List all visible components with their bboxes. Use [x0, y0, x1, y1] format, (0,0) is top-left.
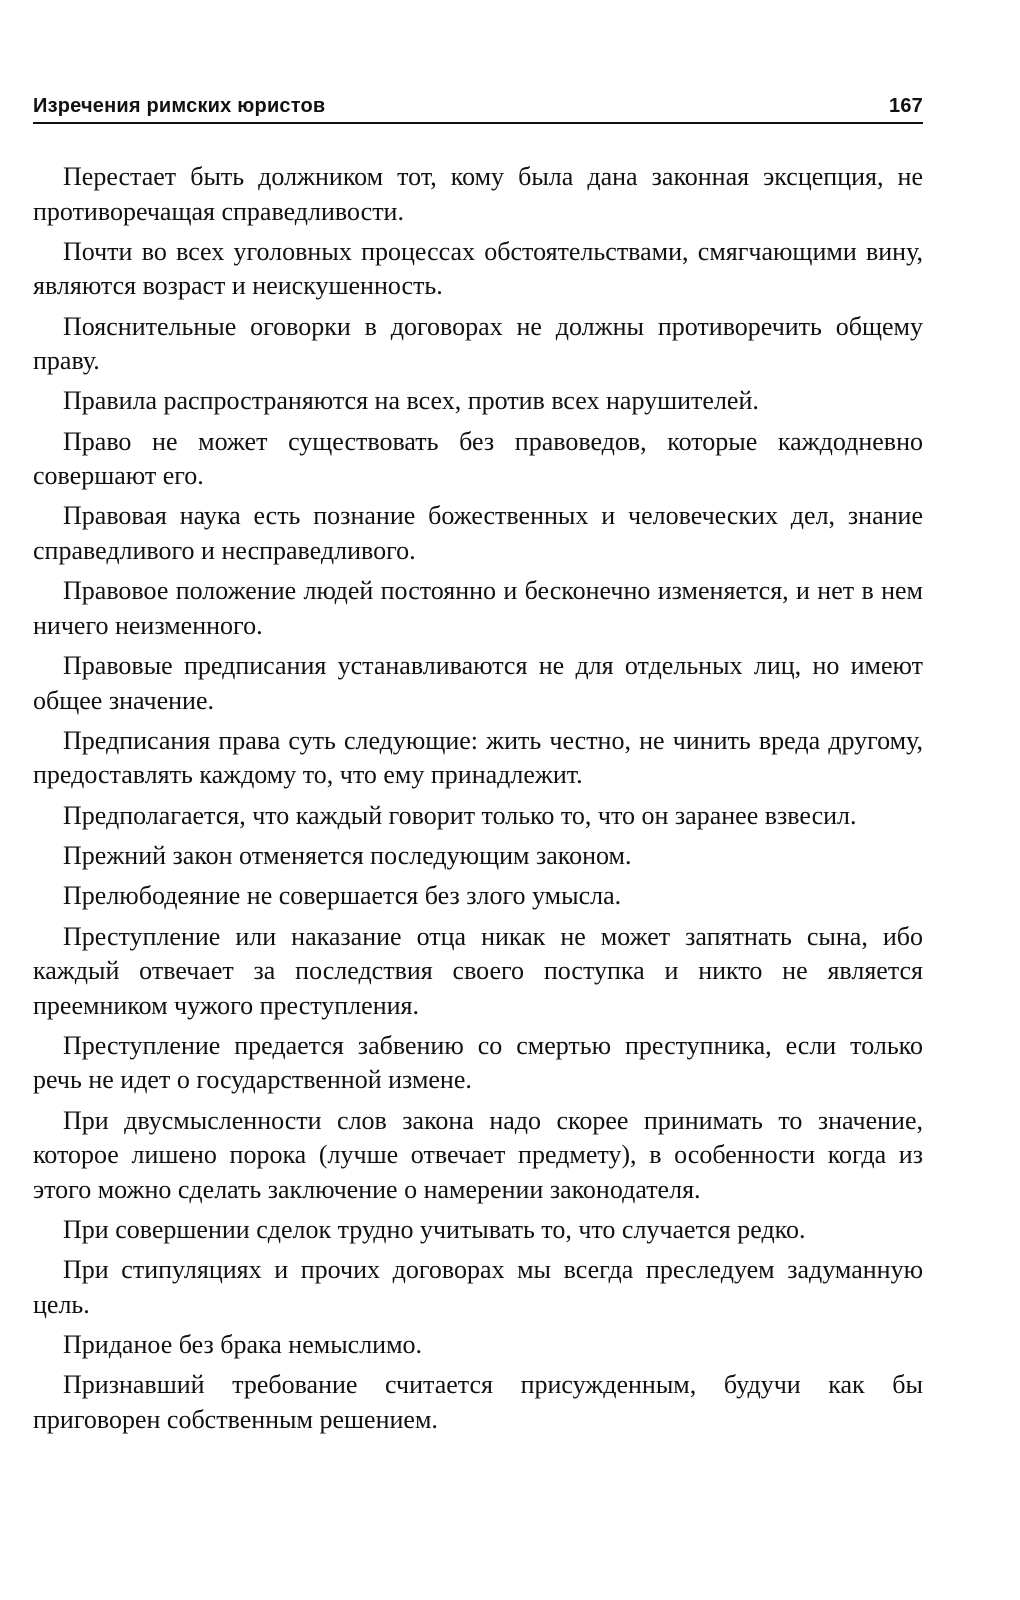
running-header	[33, 93, 923, 124]
maxim-paragraph: Правила распространяются на всех, против всех нарушителей.	[63, 386, 759, 416]
running-header-title: Изречения римских юристов	[33, 95, 326, 117]
page-number: 167	[889, 95, 923, 117]
maxim-paragraph: Пояснительные оговорки в договорах не должны противоречить общему праву.	[33, 311, 923, 376]
maxim-paragraph: Перестает быть должником тот, кому была дана законная эксцепция, не противоречащая справедливости.	[33, 162, 923, 226]
maxim-paragraph: При совершении сделок трудно учитывать то, что случается редко.	[63, 1214, 806, 1244]
maxim-paragraph: При стипуляциях и прочих договорах мы всегда преследуем задуманную цель.	[33, 1255, 923, 1319]
maxim-paragraph: Признавший требование считается присужденным, будучи как бы приговорен собственным решением.	[33, 1370, 923, 1434]
maxim-paragraph: Преступление предается забвению со смертью преступника, если только речь не идет о государственной измене.	[33, 1030, 923, 1095]
maxim-paragraph: Приданое без брака немыслимо.	[63, 1330, 423, 1360]
maxim-paragraph: Преступление или наказание отца никак не может запятнать сына, ибо каждый отвечает за последствия своего поступка и никто не является преемником чужого преступления.	[33, 921, 923, 1020]
book-page	[33, 93, 923, 1443]
maxim-paragraph: Правовая наука есть познание божественных и человеческих дел, знание справедливого и несправедливого.	[33, 501, 923, 565]
maxim-paragraph: Предписания права суть следующие: жить честно, не чинить вреда другому, предоставлять каждому то, что ему принадлежит.	[33, 725, 923, 790]
maxim-paragraph: Правовое положение людей постоянно и бесконечно изменяется, и нет в нем ничего неизменного.	[33, 576, 923, 640]
maxim-paragraph: Правовые предписания устанавливаются не для отдельных лиц, но имеют общее значение.	[33, 651, 923, 715]
maxims-text	[33, 160, 923, 1437]
maxim-paragraph: При двусмысленности слов закона надо скорее принимать то значение, которое лишено порока (лучше отвечает предмету), в особенности когда из этого можно сделать заключение о намерении законодателя.	[33, 1105, 923, 1204]
maxim-paragraph: Прежний закон отменяется последующим законом.	[63, 840, 632, 870]
maxim-paragraph: Почти во всех уголовных процессах обстоятельствами, смягчающими вину, являются возраст и неискушенность.	[33, 236, 923, 301]
maxim-paragraph: Предполагается, что каждый говорит только то, что он заранее взвесил.	[63, 800, 857, 830]
maxim-paragraph: Право не может существовать без правоведов, которые каждодневно совершают его.	[33, 426, 923, 491]
maxim-paragraph: Прелюбодеяние не совершается без злого умысла.	[63, 881, 622, 911]
